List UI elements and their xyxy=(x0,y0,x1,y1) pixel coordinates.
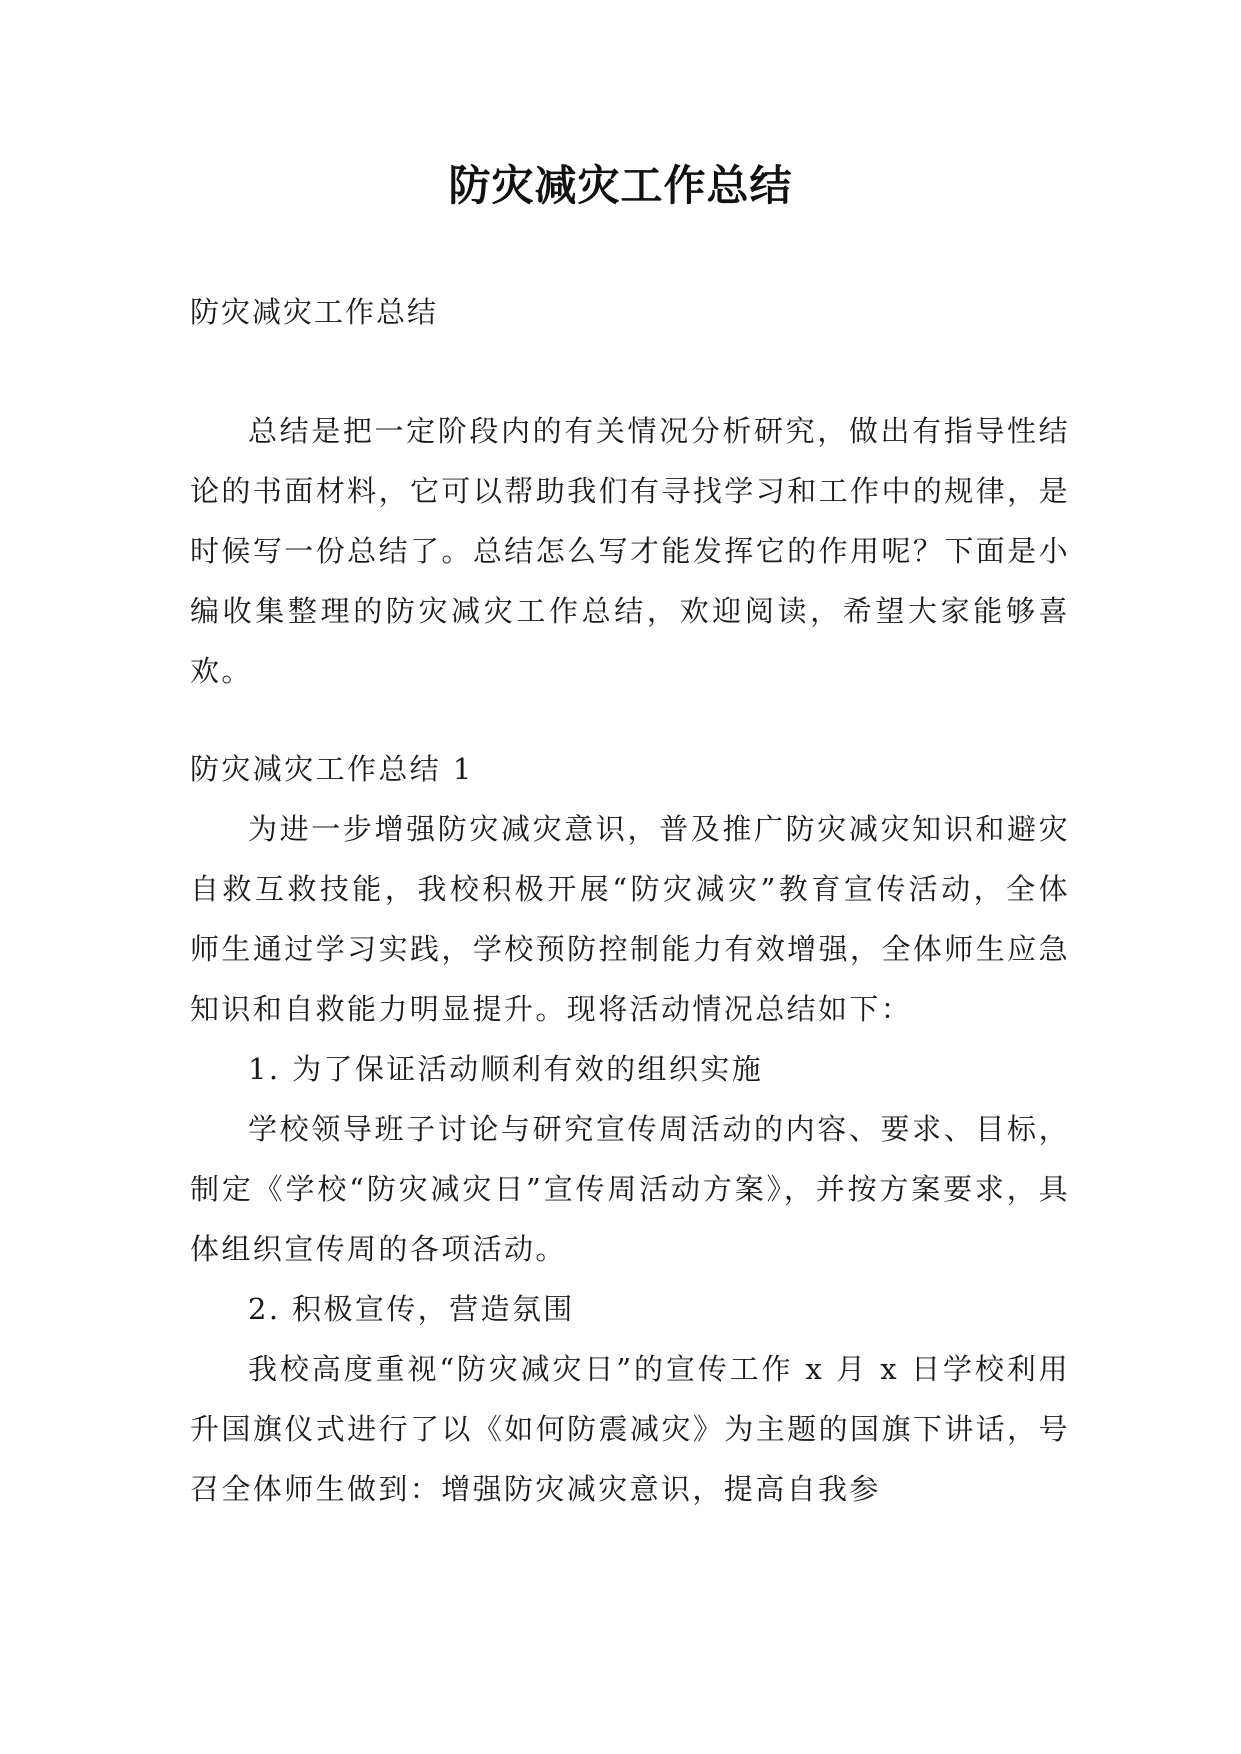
section-1 xyxy=(190,739,1070,1519)
section-1-paragraph: 学校领导班子讨论与研究宣传周活动的内容、要求、目标，制定《学校“防灾减灾日”宣传周活动方案》，并按方案要求，具体组织宣传周的各项活动。 xyxy=(190,1112,1070,1266)
section-1-paragraph: 我校高度重视“防灾减灾日”的宣传工作 x 月 x 日学校利用升国旗仪式进行了以《如何防震减灾》为主题的国旗下讲话，号召全体师生做到：增强防灾减灾意识，提高自我参 xyxy=(190,1352,1070,1506)
section-1-item-heading: 1. 为了保证活动顺利有效的组织实施 xyxy=(248,1052,764,1086)
section-1-paragraph: 为进一步增强防灾减灾意识，普及推广防灾减灾知识和避灾自救互救技能，我校积极开展“防灾减灾”教育宣传活动，全体师生通过学习实践，学校预防控制能力有效增强，全体师生应急知识和自救能力明显提升。现将活动情况总结如下： xyxy=(190,812,1070,1026)
section-1-heading: 防灾减灾工作总结 1 xyxy=(190,752,474,786)
section-1-item-heading: 2. 积极宣传，营造氛围 xyxy=(248,1292,575,1326)
intro-paragraph: 总结是把一定阶段内的有关情况分析研究，做出有指导性结论的书面材料，它可以帮助我们有寻找学习和工作中的规律，是时候写一份总结了。总结怎么写才能发挥它的作用呢？下面是小编收集整理的防灾减灾工作总结，欢迎阅读，希望大家能够喜欢。 xyxy=(190,414,1070,688)
document-title: 防灾减灾工作总结 xyxy=(448,161,793,210)
document-subtitle: 防灾减灾工作总结 xyxy=(190,295,439,329)
intro-block xyxy=(190,401,1070,701)
